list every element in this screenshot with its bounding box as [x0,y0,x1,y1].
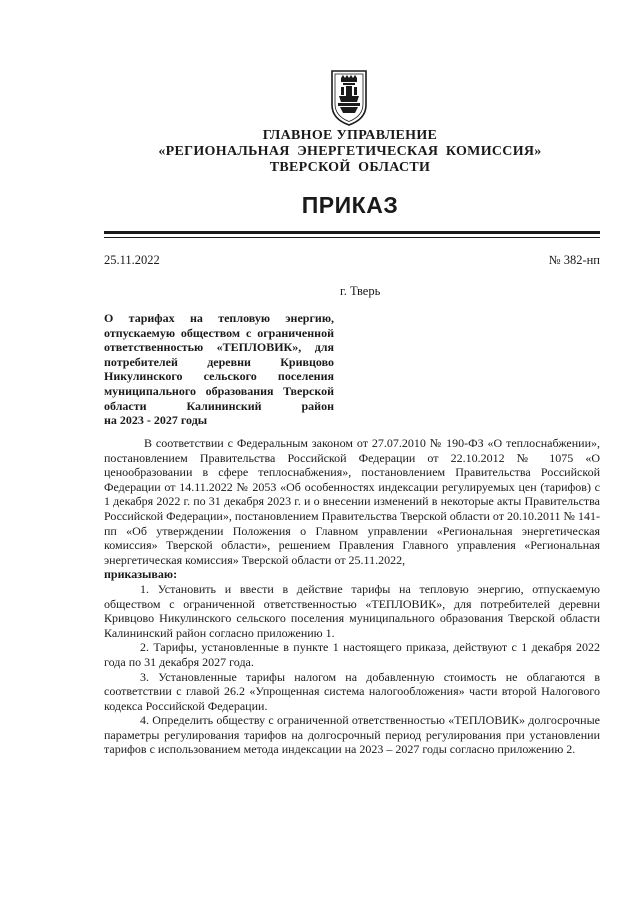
document-city: г. Тверь [340,284,381,298]
issuer-header [100,128,600,176]
header-line-1: ГЛАВНОЕ УПРАВЛЕНИЕ [262,128,438,143]
preamble-paragraph: В соответствии с Федеральным законом от 27.07.2010 № 190-ФЗ «О теплоснабжении», постановлением Правительства Российской Федерации от 22.10.2012 № 1075 «О ценообразовании в сфере теплоснабжения», постановлением Правительства Российской Федерации от 14.11.2022 № 2053 «Об особенностях индексации регулируемых цен (тарифов) с 1 декабря 2022 г. по 31 декабря 2023 г. и о внесении изменений в некоторые акты Правительства Российской Федерации», постановлением Правительства Тверской области от 20.10.2011 № 141-пп «Об утверждении Положения о Главном управлении «Региональная энергетическая комиссия» Тверской области», решением Правления Главного управления «Региональная энергетическая комиссия» Тверской области от 25.11.2022, [104,436,600,567]
subject-line: муниципального образования Тверской [104,383,334,398]
document-date: 25.11.2022 [104,253,160,267]
subject-line: ответственностью «ТЕПЛОВИК», для [104,340,334,355]
header-line-2: «РЕГИОНАЛЬНАЯ ЭНЕРГЕТИЧЕСКАЯ КОМИССИЯ» [158,144,542,159]
subject-line: потребителей деревни Кривцово [104,354,334,369]
header-rule-thick [104,231,600,234]
document-number: № 382-нп [548,253,600,267]
order-word: приказываю: [104,567,178,582]
subject-line: области Калининский район [104,398,334,413]
order-item: 3. Установленные тарифы налогом на добавленную стоимость не облагаются в соответствии с главой 26.2 «Упрощенная система налогообложения» части второй Налогового кодекса Российской Федерации. [104,669,600,713]
subject-line: отпускаемую обществом с ограниченной [104,325,334,340]
coat-of-arms-icon [329,65,369,127]
subject-line: на 2023 - 2027 годы [104,413,208,428]
document-subject [104,311,334,428]
header-rule-thin [104,237,600,238]
document-title: ПРИКАЗ [301,192,399,218]
order-item: 2. Тарифы, установленные в пункте 1 настоящего приказа, действуют с 1 декабря 2022 года по 31 декабря 2027 года. [104,640,600,669]
order-item: 1. Установить и ввести в действие тарифы на тепловую энергию, отпускаемую обществом с ограниченной ответственностью «ТЕПЛОВИК», для потребителей деревни Кривцово Никулинского сельского поселения муниципального образования Тверской области Калининский район согласно приложению 1. [104,581,600,640]
order-item: 4. Определить обществу с ограниченной ответственностью «ТЕПЛОВИК» долгосрочные параметры регулирования тарифов на долгосрочный период регулирования при установлении тарифов с использованием метода индексации на 2023 – 2027 годы согласно приложению 2. [104,713,600,757]
header-line-3: ТВЕРСКОЙ ОБЛАСТИ [269,160,431,175]
subject-line: О тарифах на тепловую энергию, [104,311,334,325]
subject-line: Никулинского сельского поселения [104,369,334,384]
document-body [104,436,600,757]
